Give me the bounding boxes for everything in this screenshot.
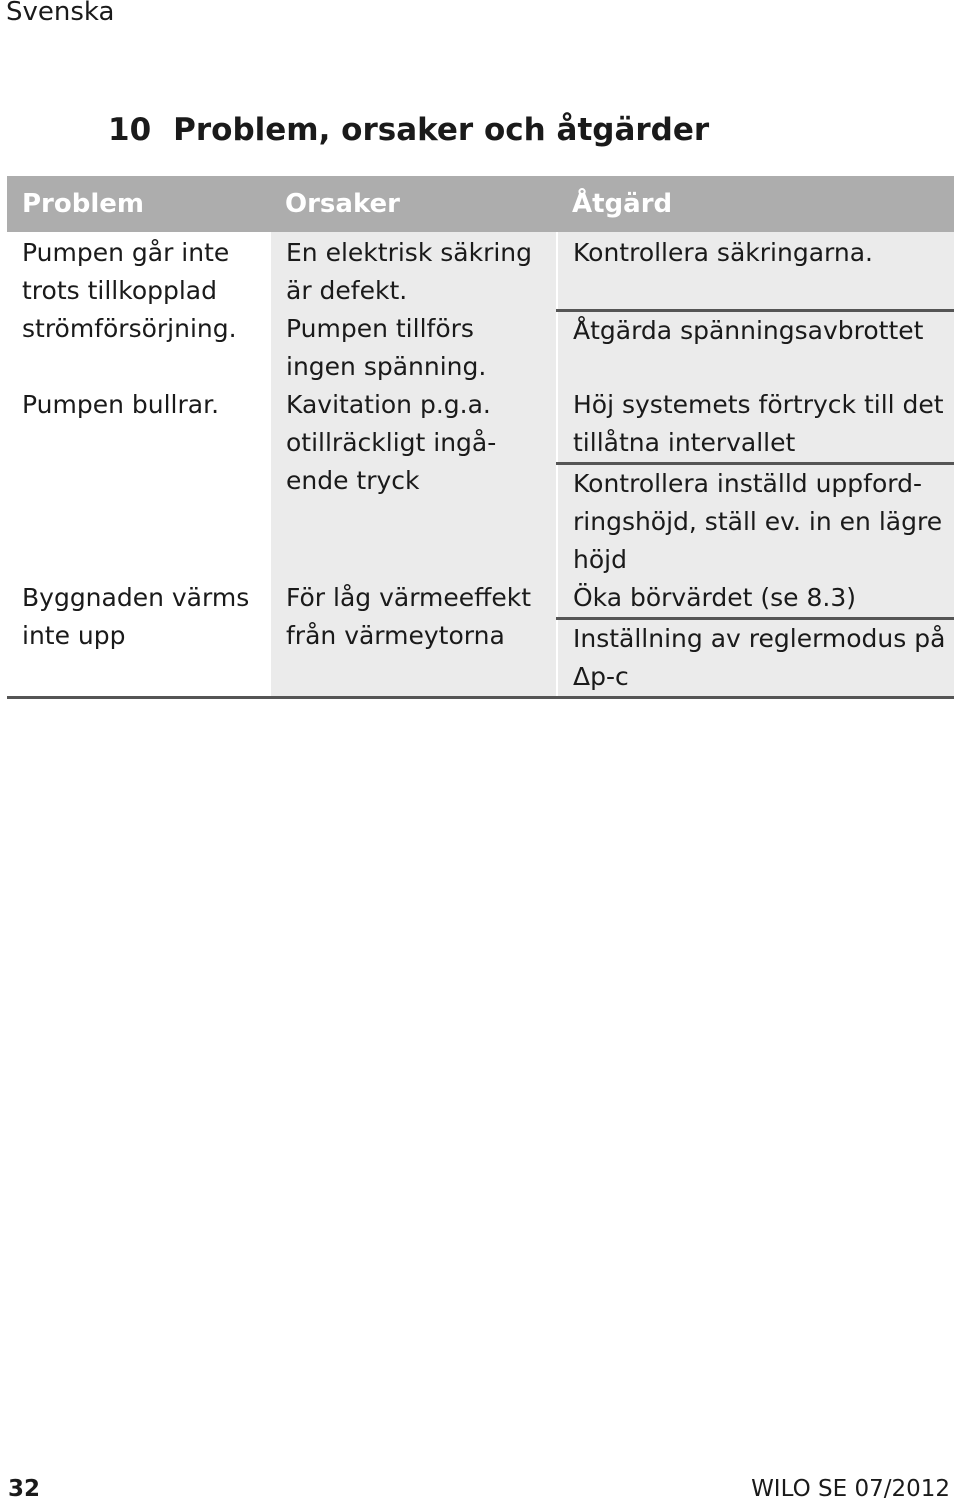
action-line: Kontrollera inställd uppford-	[573, 469, 922, 498]
cause-line: ingen spänning.	[286, 352, 487, 381]
problem-line: Pumpen går inte	[22, 238, 230, 267]
cause-line: är defekt.	[286, 276, 408, 305]
action-cell	[557, 619, 954, 698]
problem-line: strömförsörjning.	[22, 314, 237, 343]
action-line: Öka börvärdet (se 8.3)	[573, 583, 856, 612]
cause-line: Kavitation p.g.a.	[286, 390, 491, 419]
troubleshooting-table	[7, 176, 954, 699]
action-line: Åtgärda spänningsavbrottet	[573, 315, 924, 345]
problem-cell	[7, 232, 270, 386]
problem-line: trots tillkopplad	[22, 276, 217, 305]
cause-line: För låg värmeeffekt	[286, 583, 532, 612]
action-cell	[557, 310, 954, 386]
page-number: 32	[8, 1476, 41, 1502]
problem-line: inte upp	[22, 621, 126, 650]
section-title: Problem, orsaker och åtgärder	[173, 112, 710, 148]
problem-cell	[7, 579, 270, 698]
table-header-row	[7, 176, 954, 232]
problem-line: Pumpen bullrar.	[22, 390, 220, 419]
document-reference: WILO SE 07/2012	[751, 1476, 950, 1502]
cause-line: Pumpen tillförs	[286, 314, 474, 343]
action-line: Höj systemets förtryck till det	[573, 390, 944, 419]
action-line: tillåtna intervallet	[573, 428, 796, 457]
cause-line: En elektrisk säkring	[286, 238, 533, 267]
action-line: Inställning av reglermodus på	[573, 624, 946, 653]
column-header-cause: Orsaker	[270, 176, 557, 232]
section-heading	[108, 110, 709, 150]
action-cell	[557, 232, 954, 310]
column-header-problem: Problem	[7, 176, 270, 232]
action-cell	[557, 579, 954, 619]
table-row	[7, 579, 954, 619]
table-row	[7, 232, 954, 310]
section-number: 10	[108, 112, 152, 148]
cause-line: ende tryck	[286, 466, 420, 495]
action-cell	[557, 386, 954, 464]
problem-line: Byggnaden värms	[22, 583, 250, 612]
table-row	[7, 386, 954, 464]
cause-cell	[270, 386, 557, 579]
action-line: höjd	[573, 545, 627, 574]
cause-line: från värmeytorna	[286, 621, 505, 650]
action-line: ringshöjd, ställ ev. in en lägre	[573, 507, 943, 536]
cause-cell	[270, 579, 557, 698]
cause-cell	[270, 232, 557, 310]
problem-cell	[7, 386, 270, 579]
cause-line: otillräckligt ingå-	[286, 428, 497, 457]
language-label: Svenska	[6, 0, 115, 27]
action-line: Δp-c	[573, 662, 629, 691]
cause-cell	[270, 310, 557, 386]
action-line: Kontrollera säkringarna.	[573, 238, 873, 267]
column-header-action: Åtgärd	[557, 176, 954, 232]
action-cell	[557, 464, 954, 580]
